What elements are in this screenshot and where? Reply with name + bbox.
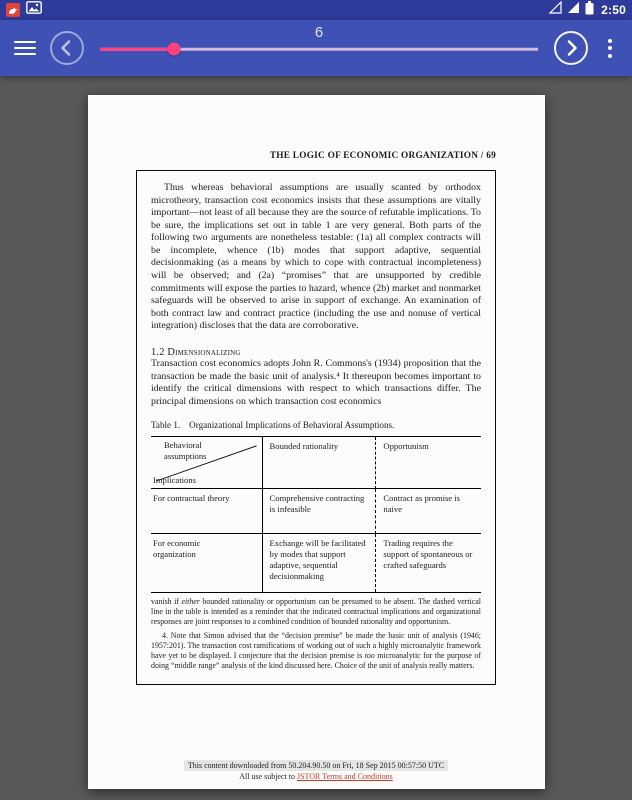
status-bar (0, 0, 632, 20)
section-heading: 1.2 Dimensionalizing (151, 346, 241, 358)
terms-line: All use subject to JSTOR Terms and Conditions (239, 772, 393, 782)
slider-active-track (100, 48, 174, 51)
overflow-menu-icon[interactable] (600, 35, 620, 62)
running-head: THE LOGIC OF ECONOMIC ORGANIZATION / 69 (269, 151, 496, 161)
document-viewport[interactable] (0, 76, 632, 800)
paragraph-1: Thus whereas behavioral assumptions are usually scanted by orthodox microtheory, transaction cost economics insists that these assumptions are vitally important—not least of all because they are the source of refutable implications. To be sure, the implications set out in table 1 are very general. Both parts of the following two arguments are nonetheless testable: (1a) all complex contracts will be incomplete, whence (1b) modes that support adaptive, sequential decisionmaking (as a means by which to cope with contractual incompleteness) will be observed; and (2a) “promises” that are unsupported by credible commitments will expose the parties to hazard, whence (2b) market and nonmarket safeguards will be observed to arise in support of exchange. An examination of both contract law and contract practice (including the use and nonuse of vertical integration) discloses that the data are corroborative. (151, 182, 481, 332)
chevron-left-icon (52, 33, 82, 63)
download-stamp: This content downloaded from 50.204.90.50 on Fri, 18 Sep 2015 00:57:50 UTC (184, 760, 448, 772)
clock: 2:50 (601, 3, 626, 17)
row-label: For contractual theory (151, 489, 262, 534)
jstor-terms-link[interactable]: JSTOR Terms and Conditions (296, 772, 393, 782)
table-corner-cell (151, 437, 262, 489)
chevron-right-icon (556, 33, 586, 63)
table-cell: Trading requires the support of spontaneous or crafted safeguards (375, 534, 481, 592)
table-cell: Contract as promise is naive (375, 489, 481, 534)
menu-hamburger-icon[interactable] (12, 36, 38, 61)
footnote-4: 4. Note that Simon advised that the “decision premise” be made the basic unit of analysis (1946; 1957:201). The transaction cost ramifications of working out of such a highly microanalytic framework have yet to be displayed. I conjecture that the decision premise is too microanalytic for the purpose of doing “middle range” analysis of the kind discussed here. Choice of the unit of analysis really matters. (151, 630, 481, 670)
corner-row-concept: Implications (153, 475, 196, 486)
network-signal-icon (549, 1, 562, 19)
page-slider[interactable] (100, 20, 538, 76)
scanned-text-block (136, 170, 496, 685)
table-1 (151, 436, 481, 593)
jstor-footer (88, 760, 545, 783)
app-toolbar (0, 20, 632, 76)
document-page[interactable] (88, 95, 545, 789)
table-caption (151, 420, 481, 430)
table-caption-text: Organizational Implications of Behavioral Assumptions. (189, 420, 395, 431)
bird-icon (8, 5, 19, 16)
status-system-area (549, 1, 626, 20)
table-caption-label: Table 1. (151, 420, 181, 431)
slider-thumb[interactable] (168, 43, 181, 56)
col-header-bounded-rationality: Bounded rationality (262, 437, 376, 489)
col-header-opportunism: Opportunism (375, 437, 481, 489)
previous-page-button[interactable] (50, 31, 84, 65)
cell-signal-icon (567, 1, 580, 19)
table-note: vanish if either bounded rationality or opportunism can be presumed to be absent. The dashed vertical line in the table is intended as a reminder that the indicated contractual implications and organizational responses are joint responses to a combined condition of bounded rationality and opportunism. (151, 597, 481, 626)
next-page-button[interactable] (554, 31, 588, 65)
paragraph-2: Transaction cost economics adopts John R. Commons's (1934) proposition that the transaction be made the basic unit of analysis.⁴ It thereupon becomes important to identify the critical dimensions with respect to which transactions differ. The principal dimensions on which transaction cost economics (151, 357, 481, 407)
gallery-notification-icon (26, 1, 42, 19)
bird-app-notification-icon (6, 3, 20, 17)
status-notification-area (6, 1, 42, 19)
page-number-indicator: 6 (314, 24, 324, 41)
corner-column-concept: Behavioral assumptions (164, 440, 207, 462)
battery-icon (585, 1, 594, 20)
row-label: For economic organization (153, 538, 201, 560)
table-cell: Exchange will be facilitated by modes that support adaptive, sequential decisionmaking (262, 534, 376, 592)
table-cell: Comprehensive contracting is infeasible (262, 489, 376, 534)
